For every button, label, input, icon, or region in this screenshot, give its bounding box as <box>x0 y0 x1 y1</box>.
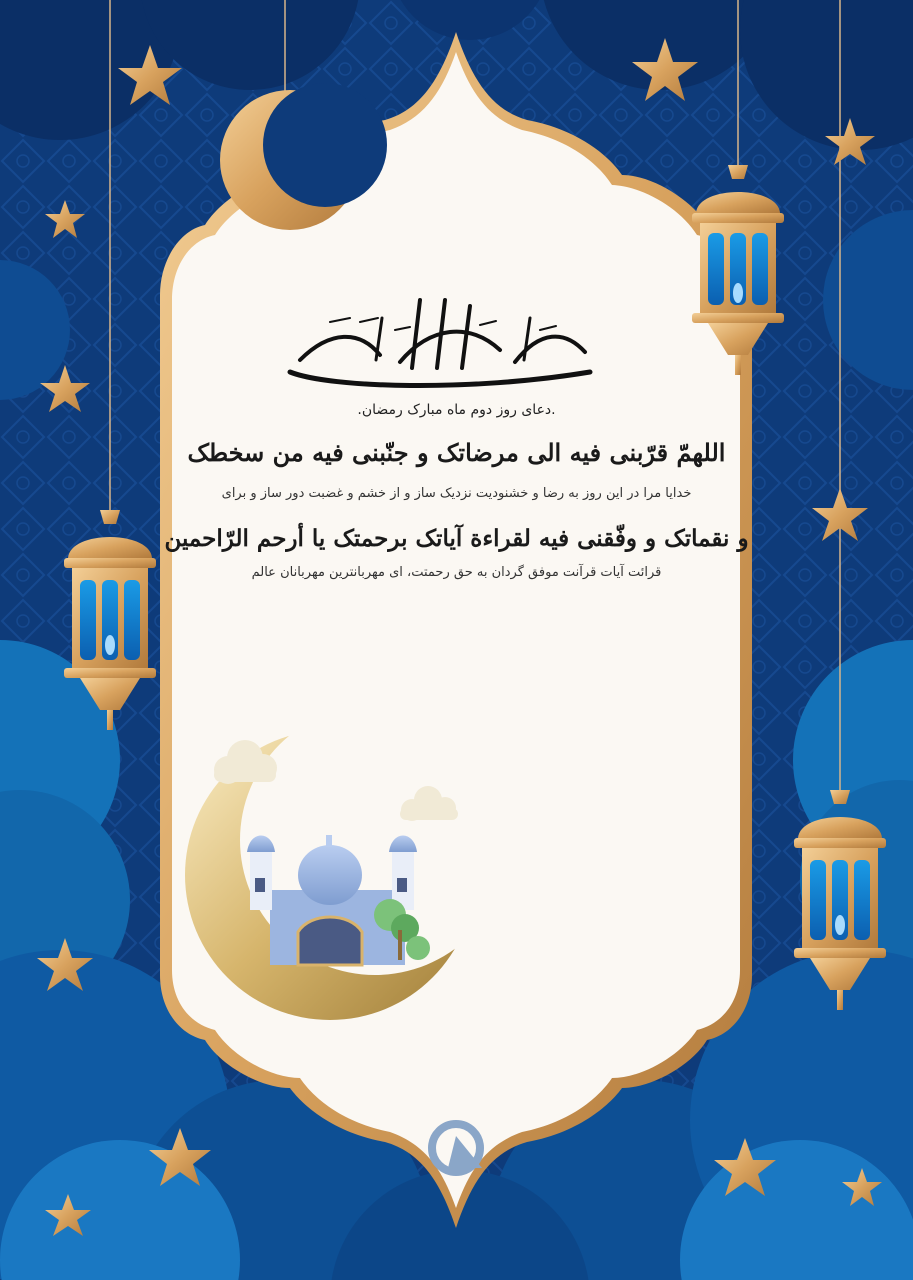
arabic-prayer-line-2: و نقماتک و وفّقنی فیه لقراءة آیاتک برحمتک یا أرحم الرّاحمین <box>164 525 749 552</box>
persian-translation-line-2: قرائت آیات قرآنت موفق گردان به حق رحمتت، ای مهربانترین مهربانان عالم <box>251 565 662 580</box>
persian-translation-line-1: خدایا مرا در این روز به رضا و خشنودیت نزدیک ساز و از خشم و غضبت دور ساز و برای <box>221 486 692 501</box>
arabic-prayer-line-1: اللهمّ قرّبنی فیه الی مرضاتک و جنّبنی فیه من سخطک <box>187 438 726 467</box>
prayer-title: .دعای روز دوم ماه مبارک رمضان. <box>357 402 556 418</box>
